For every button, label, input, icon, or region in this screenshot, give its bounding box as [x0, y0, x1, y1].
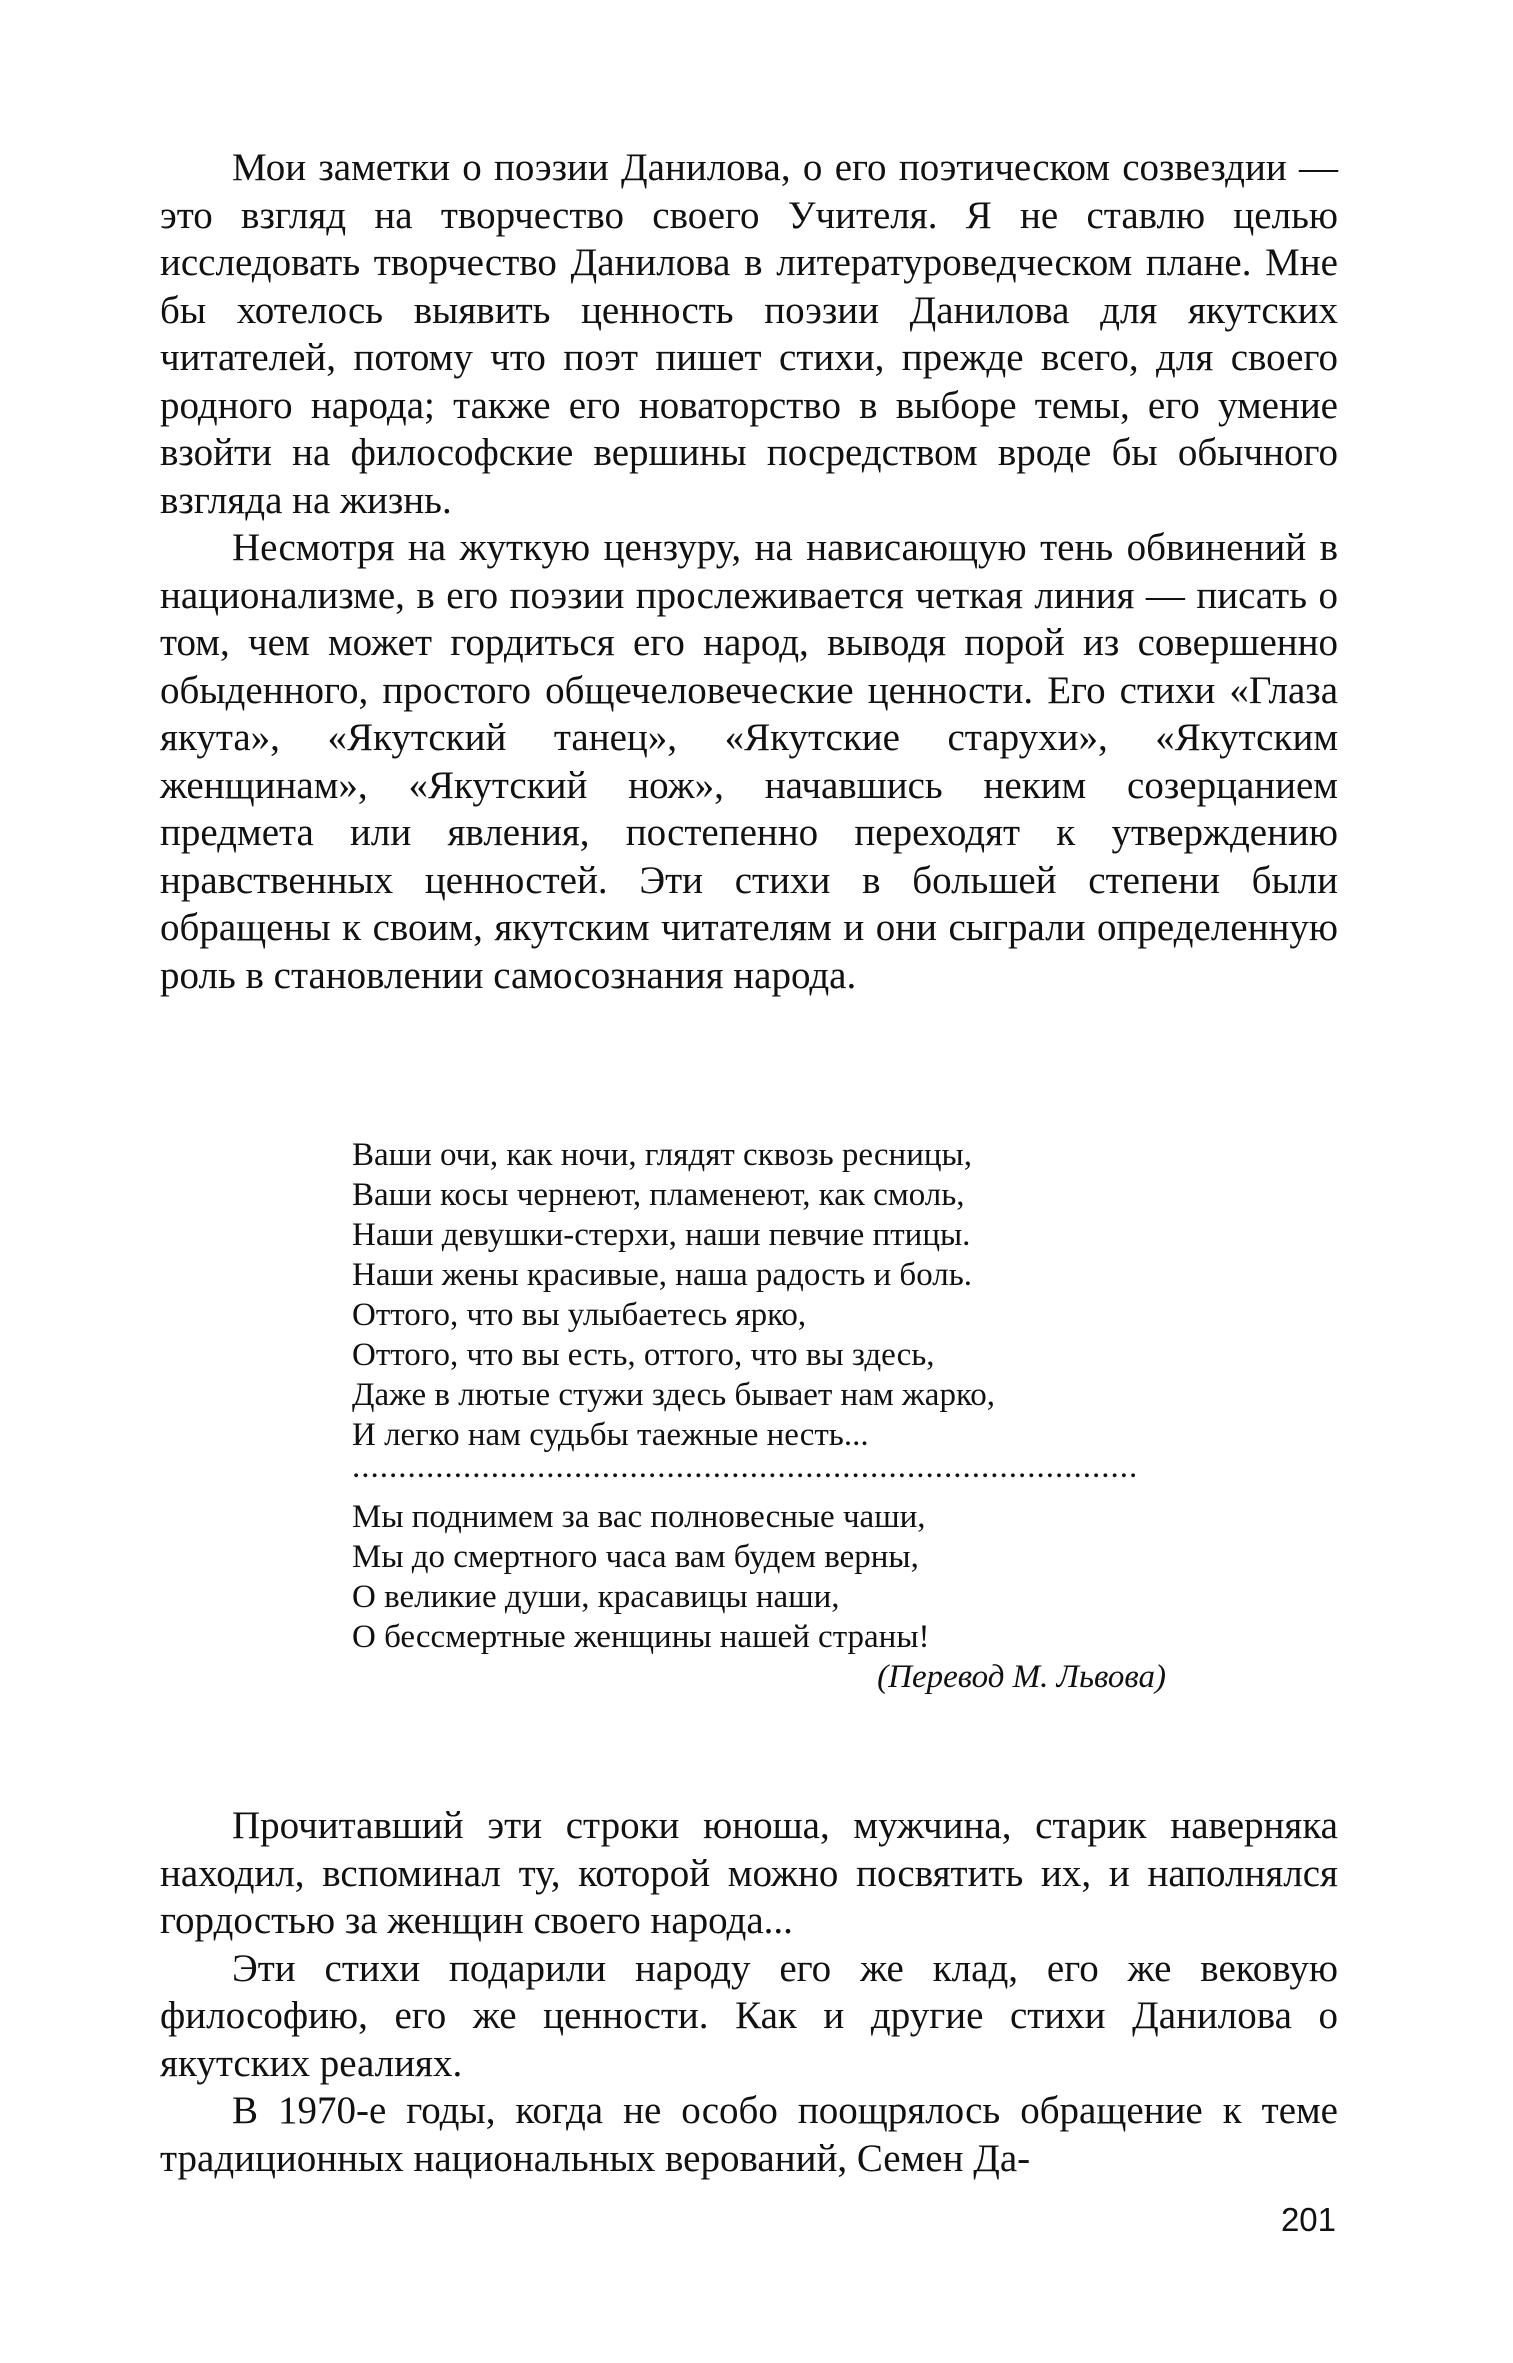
paragraph: Эти стихи подарили народу его же клад, его же вековую философию, его же ценности. Как и другие стихи Данилова о якутских реалиях.: [160, 1946, 1338, 2085]
poem-stanza-2: [352, 1497, 1172, 1657]
poem-omission-dots: .....................................................................................: [352, 1455, 1139, 1485]
poem-stanza-1: [352, 1135, 1172, 1455]
poem-line: Наши девушки-стерхи, наши певчие птицы.: [352, 1217, 971, 1253]
paragraph: Несмотря на жуткую цензуру, на нависающую тень обвинений в национализме, в его поэзии прослеживается четкая линия — писать о том, чем может гордиться его народ, выводя порой из совершенно обыденного, простого общечеловеческие ценности. Его стихи «Глаза якута», «Якутский танец», «Якутские старухи», «Якутским женщинам», «Якутский нож», начавшись неким созерцанием предмета или явления, постепенно переходят к утверждению нравственных ценностей. Эти стихи в большей степени были обращены к своим, якутским читателям и они сыграли определенную роль в становлении самосознания народа.: [160, 526, 1338, 997]
poem-line: Ваши косы чернеют, пламенеют, как смоль,: [352, 1177, 965, 1213]
poem-excerpt: [352, 1135, 1172, 1697]
paragraph: Прочитавший эти строки юноша, мужчина, старик наверняка находил, вспоминал ту, которой можно посвятить их, и наполнялся гордостью за женщин своего народа...: [160, 1804, 1338, 1942]
body-text-top: [160, 144, 1338, 999]
page-number: 201: [1280, 2201, 1336, 2238]
paragraph: В 1970-е годы, когда не особо поощрялось обращение к теме традиционных национальных верований, Семен Да-: [160, 2089, 1338, 2180]
poem-line: Оттого, что вы улыбаетесь ярко,: [352, 1297, 807, 1333]
paragraph: Мои заметки о поэзии Данилова, о его поэтическом созвездии — это взгляд на творчество своего Учителя. Я не ставлю целью исследовать творчество Данилова в литературоведческом плане. Мне бы хотелось выявить ценность поэзии Данилова для якутских читателей, потому что поэт пишет стихи, прежде всего, для своего родного народа; также его новаторство в выборе темы, его умение взойти на философские вершины посредством вроде бы обычного взгляда на жизнь.: [160, 146, 1338, 522]
poem-line: И легко нам судьбы таежные несть...: [352, 1417, 869, 1453]
poem-line: Оттого, что вы есть, оттого, что вы здесь,: [352, 1337, 935, 1373]
poem-line: О великие души, красавицы наши,: [352, 1579, 840, 1615]
poem-line: О бессмертные женщины нашей страны!: [352, 1619, 930, 1655]
poem-line: Ваши очи, как ночи, глядят сквозь ресницы,: [352, 1137, 972, 1173]
poem-line: Даже в лютые стужи здесь бывает нам жарко,: [352, 1377, 996, 1413]
body-text-bottom: [160, 1802, 1338, 2182]
poem-line: Наши жены красивые, наша радость и боль.: [352, 1257, 973, 1293]
poem-line: Мы до смертного часа вам будем верны,: [352, 1539, 919, 1575]
poem-line: Мы поднимем за вас полновесные чаши,: [352, 1499, 926, 1535]
translation-attribution: (Перевод М. Львова): [877, 1659, 1166, 1695]
